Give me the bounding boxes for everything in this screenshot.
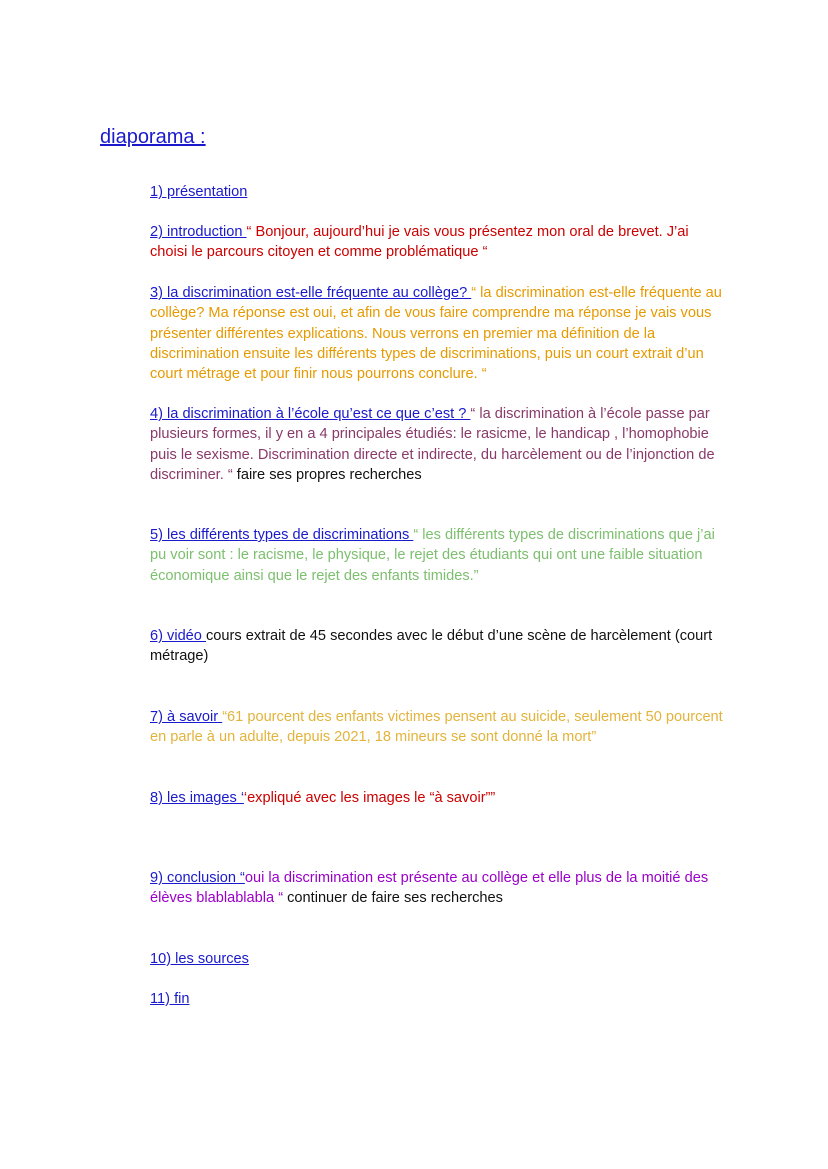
item-speech: “ Bonjour, aujourd’hui je vais vous présentez mon oral de brevet. J’ai choisi le parcours citoyen et comme problématique “ [150, 224, 689, 261]
item-label[interactable]: 11) fin [150, 991, 190, 1007]
item-label[interactable]: 9) conclusion “ [150, 870, 245, 886]
item-label[interactable]: 6) vidéo [150, 628, 206, 644]
item-speech: oui la discrimination est présente au collège et elle plus de la moitié des élèves blablablabla “ [150, 870, 709, 907]
item-label[interactable]: 4) la discrimination à l’école qu’est ce que c’est ? [150, 406, 471, 422]
item-video [150, 626, 730, 667]
item-sources [150, 949, 730, 969]
item-introduction [150, 222, 730, 263]
item-types [150, 525, 730, 586]
item-label[interactable]: 5) les différents types de discriminations [150, 527, 414, 543]
item-speech: “61 pourcent des enfants victimes pensent au suicide, seulement 50 pourcent en parle à un adulte, depuis 2021, 18 mineurs se sont donné la mort” [150, 709, 723, 746]
item-label[interactable]: 7) à savoir [150, 709, 223, 725]
item-label[interactable]: 3) la discrimination est-elle fréquente au collège? [150, 285, 472, 301]
item-note: continuer de faire ses recherches [283, 890, 503, 907]
item-presentation [150, 182, 730, 202]
item-speech: “ la discrimination est-elle fréquente au collège? Ma réponse est oui, et afin de vous faire comprendre ma réponse je vais vous présenter différentes explications. Nous verrons en premier ma définition de la discrimination ensuite les différents types de discriminations, puis un court extrait d’un court métrage et pour finir nous pourrons conclure. “ [150, 285, 722, 383]
item-label[interactable]: 8) les images ‘ [150, 790, 244, 806]
item-a-savoir [150, 707, 730, 748]
item-speech: “ les différents types de discriminations que j’ai pu voir sont : le racisme, le physique, le rejet des étudiants qui ont une faible situation économique ainsi que le rejet des enfants timides.” [150, 527, 715, 584]
item-speech: “ la discrimination à l’école passe par plusieurs formes, il y en a 4 principales étudiés: le rasicme, le handicap , l’homophobie puis le sexisme. Discrimination directe et indirecte, du harcèlement ou de l’injonction de discriminer. “ [150, 406, 715, 483]
item-conclusion [150, 868, 730, 909]
page-title: diaporama : [100, 126, 206, 148]
item-note: faire ses propres recherches [232, 466, 422, 483]
item-speech: ‘expliqué avec les images le “à savoir”” [243, 790, 496, 806]
item-ecole [150, 404, 730, 485]
item-note: cours extrait de 45 secondes avec le début d’une scène de harcèlement (court métrage) [150, 628, 713, 665]
item-label[interactable]: 1) présentation [150, 184, 248, 200]
item-label[interactable]: 10) les sources [150, 951, 249, 967]
item-images [150, 788, 730, 808]
item-fin [150, 989, 730, 1009]
item-label[interactable]: 2) introduction [150, 224, 247, 240]
item-frequence [150, 283, 730, 384]
